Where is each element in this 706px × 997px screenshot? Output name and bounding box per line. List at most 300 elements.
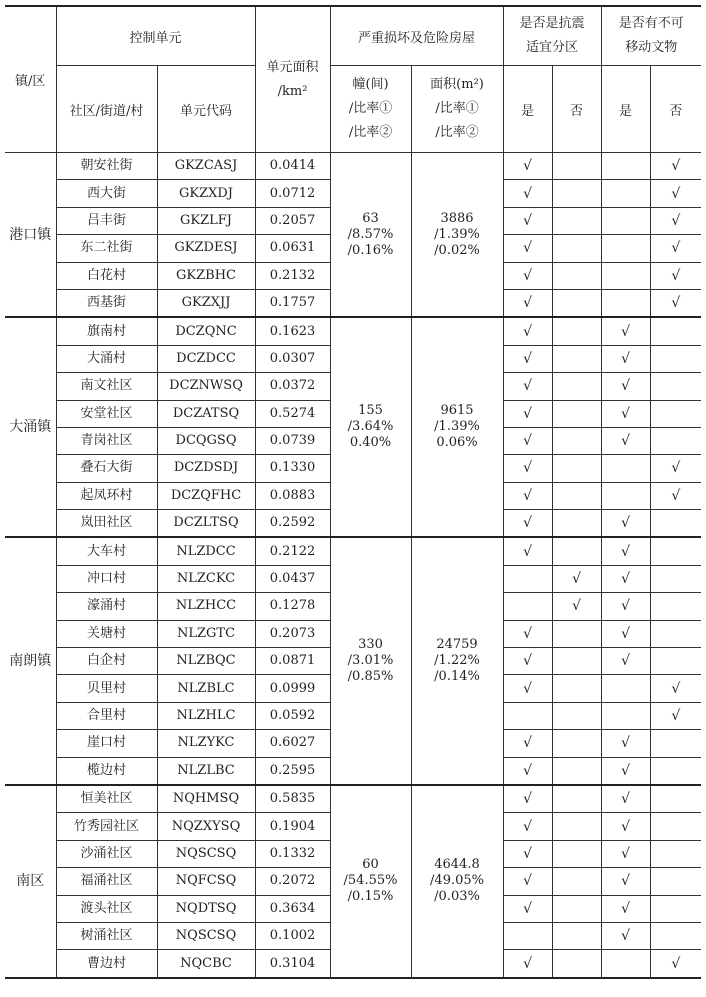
unit-code: DCZQNC	[157, 317, 255, 345]
seismic-yes-cell	[503, 153, 552, 180]
check-mark-icon: √	[621, 405, 630, 422]
check-mark-icon: √	[523, 653, 532, 670]
relic-no-cell	[650, 950, 701, 978]
table-body	[5, 153, 701, 978]
damage-line: /0.15%	[347, 889, 394, 905]
seismic-yes-cell	[503, 565, 552, 592]
damage-count	[330, 785, 411, 978]
community-name: 曹边村	[56, 950, 157, 978]
unit-area: 0.0739	[255, 427, 330, 454]
seismic-no-cell	[552, 895, 601, 922]
seismic-yes-cell	[503, 262, 552, 289]
community-name: 起凤环村	[56, 482, 157, 509]
unit-area: 0.1623	[255, 317, 330, 345]
damage-line: /0.85%	[347, 669, 394, 685]
seismic-no-cell	[552, 207, 601, 234]
damage-line: /49.05%	[430, 873, 484, 889]
damage-count	[330, 537, 411, 785]
check-mark-icon: √	[621, 735, 630, 752]
community-name: 渡头社区	[56, 895, 157, 922]
check-mark-icon: √	[671, 487, 681, 504]
unit-code: NQDTSQ	[157, 895, 255, 922]
check-mark-icon: √	[523, 378, 532, 395]
relic-yes-cell	[601, 373, 650, 400]
header-bldg-count: 幢(间) /比率① /比率②	[330, 66, 411, 153]
unit-code: NLZBQC	[157, 648, 255, 675]
unit-code: NLZLBC	[157, 757, 255, 785]
check-mark-icon: √	[621, 791, 630, 808]
relic-no-cell	[650, 620, 701, 647]
seismic-no-cell	[552, 757, 601, 785]
damage-line: 4644.8	[434, 857, 480, 873]
seismic-yes-cell	[503, 675, 552, 702]
check-mark-icon: √	[523, 295, 532, 312]
seismic-no-cell	[552, 235, 601, 262]
community-name: 安堂社区	[56, 400, 157, 427]
unit-code: DCZNWSQ	[157, 373, 255, 400]
relic-yes-cell	[601, 565, 650, 592]
seismic-yes-cell	[503, 537, 552, 565]
check-mark-icon: √	[523, 735, 532, 752]
relic-yes-cell	[601, 455, 650, 482]
damage-area	[411, 317, 503, 537]
seismic-no-cell	[552, 675, 601, 702]
check-mark-icon: √	[523, 955, 532, 972]
relic-yes-cell	[601, 317, 650, 345]
relic-no-cell	[650, 400, 701, 427]
check-mark-icon: √	[523, 460, 532, 477]
check-mark-icon: √	[671, 240, 681, 257]
table-row	[5, 785, 701, 813]
seismic-no-cell	[552, 730, 601, 757]
seismic-yes-cell	[503, 593, 552, 620]
damage-line: /3.64%	[347, 419, 394, 435]
community-name: 吕丰街	[56, 207, 157, 234]
unit-area: 0.3634	[255, 895, 330, 922]
check-mark-icon: √	[523, 433, 532, 450]
unit-code: GKZXDJ	[157, 180, 255, 207]
seismic-no-cell	[552, 289, 601, 317]
community-name: 濠涌村	[56, 593, 157, 620]
seismic-no-cell	[552, 317, 601, 345]
relic-yes-cell	[601, 648, 650, 675]
relic-no-cell	[650, 840, 701, 867]
relic-no-cell	[650, 373, 701, 400]
seismic-yes-cell	[503, 510, 552, 538]
check-mark-icon: √	[671, 295, 681, 312]
seismic-no-cell	[552, 482, 601, 509]
seismic-no-cell	[552, 153, 601, 180]
unit-area: 0.6027	[255, 730, 330, 757]
relic-no-cell	[650, 730, 701, 757]
relic-no-cell	[650, 262, 701, 289]
unit-code: NLZDCC	[157, 537, 255, 565]
damage-line: 155	[358, 403, 383, 419]
unit-area: 0.1330	[255, 455, 330, 482]
relic-yes-cell	[601, 262, 650, 289]
check-mark-icon: √	[621, 625, 630, 642]
relic-no-cell	[650, 593, 701, 620]
seismic-yes-cell	[503, 345, 552, 372]
relic-yes-cell	[601, 482, 650, 509]
check-mark-icon: √	[572, 598, 581, 615]
damage-line: 0.40%	[349, 435, 392, 451]
table-row	[5, 317, 701, 345]
unit-area: 0.0592	[255, 702, 330, 729]
relic-yes-cell	[601, 153, 650, 180]
seismic-yes-cell	[503, 455, 552, 482]
check-mark-icon: √	[523, 405, 532, 422]
seismic-no-cell	[552, 455, 601, 482]
relic-yes-cell	[601, 785, 650, 813]
relic-yes-cell	[601, 950, 650, 978]
seismic-no-cell	[552, 565, 601, 592]
relic-yes-cell	[601, 702, 650, 729]
community-name: 贝里村	[56, 675, 157, 702]
damage-area	[411, 537, 503, 785]
unit-code: DCZLTSQ	[157, 510, 255, 538]
seismic-no-cell	[552, 922, 601, 949]
check-mark-icon: √	[523, 240, 532, 257]
damage-count	[330, 153, 411, 318]
relic-yes-cell	[601, 400, 650, 427]
relic-yes-cell	[601, 922, 650, 949]
seismic-no-cell	[552, 868, 601, 895]
seismic-no-cell	[552, 950, 601, 978]
relic-no-cell	[650, 785, 701, 813]
unit-area: 0.1332	[255, 840, 330, 867]
damage-area	[411, 785, 503, 978]
unit-code: DCZDCC	[157, 345, 255, 372]
community-name: 南文社区	[56, 373, 157, 400]
check-mark-icon: √	[671, 708, 681, 724]
header-relic: 是否有不可 移动文物	[601, 6, 701, 66]
header-community: 社区/街道/村	[56, 66, 157, 153]
community-name: 关塘村	[56, 620, 157, 647]
unit-area: 0.1278	[255, 593, 330, 620]
seismic-no-cell	[552, 400, 601, 427]
relic-yes-cell	[601, 180, 650, 207]
unit-area: 0.0712	[255, 180, 330, 207]
damage-count	[330, 317, 411, 537]
check-mark-icon: √	[523, 900, 532, 917]
seismic-no-cell	[552, 620, 601, 647]
unit-area: 0.0999	[255, 675, 330, 702]
check-mark-icon: √	[671, 158, 681, 175]
unit-area: 0.2057	[255, 207, 330, 234]
seismic-yes-cell	[503, 785, 552, 813]
unit-area: 0.2072	[255, 868, 330, 895]
unit-area: 0.2595	[255, 757, 330, 785]
seismic-yes-cell	[503, 840, 552, 867]
check-mark-icon: √	[523, 845, 532, 862]
check-mark-icon: √	[621, 598, 630, 615]
relic-no-cell	[650, 868, 701, 895]
relic-no-cell	[650, 427, 701, 454]
check-mark-icon: √	[572, 571, 581, 588]
town-name: 港口镇	[5, 153, 56, 318]
community-name: 竹秀园社区	[56, 813, 157, 840]
check-mark-icon: √	[671, 185, 681, 202]
header-damage: 严重损坏及危险房屋	[330, 6, 503, 66]
seismic-yes-cell	[503, 235, 552, 262]
check-mark-icon: √	[621, 433, 630, 450]
check-mark-icon: √	[621, 571, 630, 588]
relic-yes-cell	[601, 510, 650, 538]
check-mark-icon: √	[523, 625, 532, 642]
check-mark-icon: √	[671, 460, 681, 477]
seismic-no-cell	[552, 702, 601, 729]
check-mark-icon: √	[621, 378, 630, 395]
relic-yes-cell	[601, 620, 650, 647]
check-mark-icon: √	[523, 762, 532, 779]
check-mark-icon: √	[671, 955, 681, 972]
relic-yes-cell	[601, 593, 650, 620]
unit-area: 0.2132	[255, 262, 330, 289]
relic-yes-cell	[601, 235, 650, 262]
relic-yes-cell	[601, 840, 650, 867]
community-name: 合里村	[56, 702, 157, 729]
unit-area: 0.1904	[255, 813, 330, 840]
damage-line: /0.03%	[434, 889, 480, 905]
unit-code: NQSCSQ	[157, 840, 255, 867]
check-mark-icon: √	[523, 158, 532, 175]
header-town: 镇/区	[5, 6, 56, 153]
relic-yes-cell	[601, 207, 650, 234]
relic-no-cell	[650, 895, 701, 922]
check-mark-icon: √	[523, 818, 532, 835]
check-mark-icon: √	[621, 350, 630, 367]
damage-line: 63	[362, 210, 379, 226]
unit-code: NQCBC	[157, 950, 255, 978]
check-mark-icon: √	[621, 323, 630, 340]
unit-area: 0.0883	[255, 482, 330, 509]
seismic-yes-cell	[503, 950, 552, 978]
seismic-yes-cell	[503, 400, 552, 427]
seismic-yes-cell	[503, 317, 552, 345]
unit-area: 0.1757	[255, 289, 330, 317]
unit-area: 0.0307	[255, 345, 330, 372]
seismic-no-cell	[552, 345, 601, 372]
damage-line: 0.06%	[436, 435, 478, 451]
damage-line: /8.57%	[347, 226, 394, 242]
unit-code: DCZATSQ	[157, 400, 255, 427]
seismic-no-cell	[552, 593, 601, 620]
seismic-no-cell	[552, 840, 601, 867]
unit-area: 0.5274	[255, 400, 330, 427]
check-mark-icon: √	[671, 267, 681, 284]
seismic-no-cell	[552, 373, 601, 400]
seismic-yes-cell	[503, 757, 552, 785]
community-name: 冲口村	[56, 565, 157, 592]
community-name: 崖口村	[56, 730, 157, 757]
unit-code: DCQGSQ	[157, 427, 255, 454]
community-name: 大车村	[56, 537, 157, 565]
check-mark-icon: √	[523, 791, 532, 808]
check-mark-icon: √	[671, 212, 681, 229]
header-code: 单元代码	[157, 66, 255, 153]
check-mark-icon: √	[523, 515, 532, 532]
unit-code: NLZHCC	[157, 593, 255, 620]
check-mark-icon: √	[621, 515, 630, 532]
unit-area: 0.5835	[255, 785, 330, 813]
seismic-yes-cell	[503, 427, 552, 454]
town-name: 南朗镇	[5, 537, 56, 785]
relic-yes-cell	[601, 895, 650, 922]
data-table	[5, 5, 701, 979]
seismic-yes-cell	[503, 730, 552, 757]
unit-code: NQSCSQ	[157, 922, 255, 949]
unit-code: NLZGTC	[157, 620, 255, 647]
damage-line: /1.39%	[434, 226, 480, 242]
header-bldg-area: 面积(m²) /比率① /比率②	[411, 66, 503, 153]
relic-no-cell	[650, 289, 701, 317]
unit-code: GKZLFJ	[157, 207, 255, 234]
header-area: 单元面积 /km²	[255, 6, 330, 153]
check-mark-icon: √	[523, 487, 532, 504]
header-seismic-yes: 是	[503, 66, 552, 153]
relic-no-cell	[650, 482, 701, 509]
relic-no-cell	[650, 207, 701, 234]
relic-yes-cell	[601, 730, 650, 757]
relic-yes-cell	[601, 345, 650, 372]
seismic-yes-cell	[503, 895, 552, 922]
check-mark-icon: √	[621, 762, 630, 779]
table-row	[5, 153, 701, 180]
community-name: 榄边村	[56, 757, 157, 785]
community-name: 朝安社街	[56, 153, 157, 180]
damage-line: 60	[362, 857, 379, 873]
community-name: 恒美社区	[56, 785, 157, 813]
unit-code: GKZXJJ	[157, 289, 255, 317]
header-relic-no: 否	[650, 66, 701, 153]
relic-yes-cell	[601, 813, 650, 840]
seismic-no-cell	[552, 648, 601, 675]
check-mark-icon: √	[621, 873, 630, 890]
damage-line: /54.55%	[343, 873, 398, 889]
relic-no-cell	[650, 455, 701, 482]
damage-line: /1.39%	[434, 419, 480, 435]
relic-no-cell	[650, 648, 701, 675]
relic-no-cell	[650, 153, 701, 180]
damage-area	[411, 153, 503, 318]
community-name: 叠石大街	[56, 455, 157, 482]
check-mark-icon: √	[523, 543, 532, 560]
seismic-no-cell	[552, 262, 601, 289]
unit-code: NLZBLC	[157, 675, 255, 702]
seismic-yes-cell	[503, 482, 552, 509]
unit-area: 0.0871	[255, 648, 330, 675]
relic-no-cell	[650, 317, 701, 345]
check-mark-icon: √	[523, 212, 532, 229]
relic-no-cell	[650, 537, 701, 565]
community-name: 岚田社区	[56, 510, 157, 538]
relic-yes-cell	[601, 289, 650, 317]
community-name: 福涌社区	[56, 868, 157, 895]
town-name: 大涌镇	[5, 317, 56, 537]
seismic-yes-cell	[503, 207, 552, 234]
seismic-yes-cell	[503, 620, 552, 647]
check-mark-icon: √	[621, 653, 630, 670]
header-seismic-no: 否	[552, 66, 601, 153]
relic-yes-cell	[601, 757, 650, 785]
community-name: 东二社街	[56, 235, 157, 262]
relic-no-cell	[650, 813, 701, 840]
relic-yes-cell	[601, 868, 650, 895]
unit-code: DCZDSDJ	[157, 455, 255, 482]
header-relic-yes: 是	[601, 66, 650, 153]
town-name: 南区	[5, 785, 56, 978]
header-seismic: 是否是抗震 适宜分区	[503, 6, 601, 66]
check-mark-icon: √	[621, 928, 630, 945]
damage-line: /1.22%	[434, 653, 480, 669]
relic-no-cell	[650, 235, 701, 262]
community-name: 白花村	[56, 262, 157, 289]
header-control-unit: 控制单元	[56, 6, 255, 66]
relic-no-cell	[650, 675, 701, 702]
unit-area: 0.2592	[255, 510, 330, 538]
damage-line: /0.14%	[434, 669, 480, 685]
unit-area: 0.1002	[255, 922, 330, 949]
seismic-no-cell	[552, 427, 601, 454]
seismic-yes-cell	[503, 922, 552, 949]
unit-code: GKZBHC	[157, 262, 255, 289]
seismic-yes-cell	[503, 180, 552, 207]
unit-area: 0.0437	[255, 565, 330, 592]
check-mark-icon: √	[671, 680, 681, 697]
damage-line: /0.16%	[347, 242, 394, 258]
relic-no-cell	[650, 922, 701, 949]
damage-line: /3.01%	[347, 653, 394, 669]
relic-no-cell	[650, 510, 701, 538]
community-name: 青岗社区	[56, 427, 157, 454]
damage-line: 3886	[440, 210, 474, 226]
seismic-no-cell	[552, 537, 601, 565]
unit-area: 0.3104	[255, 950, 330, 978]
seismic-yes-cell	[503, 289, 552, 317]
seismic-yes-cell	[503, 868, 552, 895]
community-name: 白企村	[56, 648, 157, 675]
seismic-yes-cell	[503, 813, 552, 840]
check-mark-icon: √	[621, 900, 630, 917]
relic-no-cell	[650, 565, 701, 592]
unit-area: 0.0631	[255, 235, 330, 262]
community-name: 树涌社区	[56, 922, 157, 949]
unit-area: 0.0414	[255, 153, 330, 180]
unit-code: NLZHLC	[157, 702, 255, 729]
check-mark-icon: √	[523, 873, 532, 890]
seismic-no-cell	[552, 785, 601, 813]
check-mark-icon: √	[621, 818, 630, 835]
table-row	[5, 537, 701, 565]
check-mark-icon: √	[621, 845, 630, 862]
relic-no-cell	[650, 702, 701, 729]
check-mark-icon: √	[523, 267, 532, 284]
community-name: 旗南村	[56, 317, 157, 345]
unit-area: 0.0372	[255, 373, 330, 400]
unit-code: NLZYKC	[157, 730, 255, 757]
seismic-yes-cell	[503, 702, 552, 729]
seismic-no-cell	[552, 510, 601, 538]
unit-code: NQHMSQ	[157, 785, 255, 813]
damage-line: 330	[358, 637, 383, 653]
relic-yes-cell	[601, 427, 650, 454]
check-mark-icon: √	[523, 350, 532, 367]
relic-yes-cell	[601, 537, 650, 565]
unit-code: NQZXYSQ	[157, 813, 255, 840]
seismic-no-cell	[552, 813, 601, 840]
relic-no-cell	[650, 180, 701, 207]
